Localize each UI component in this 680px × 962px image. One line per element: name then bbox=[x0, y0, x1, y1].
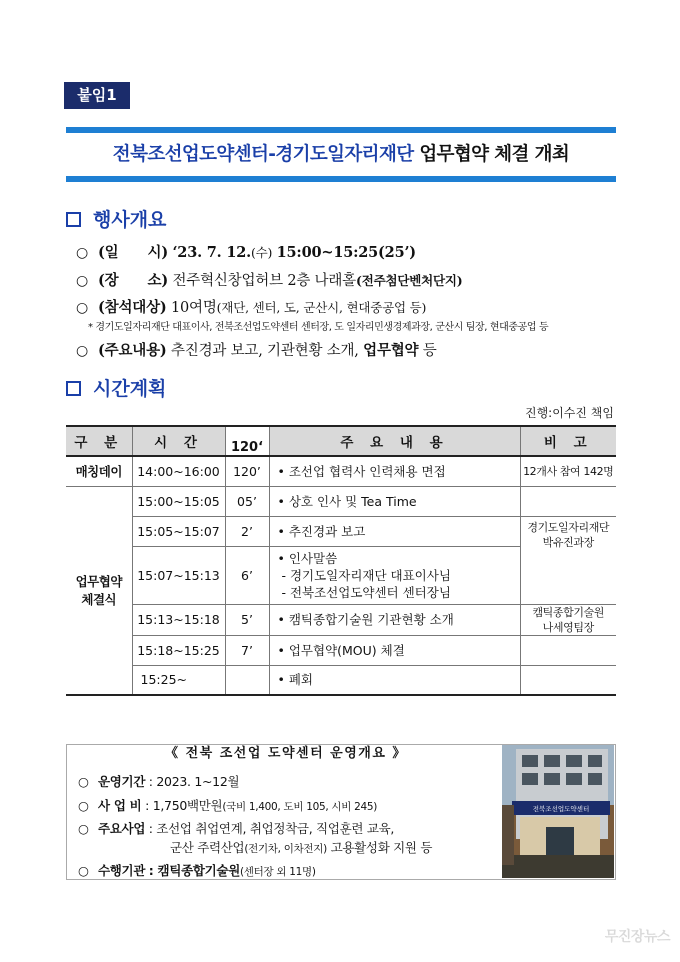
matching-remark: 12개사 참여 142명 bbox=[520, 456, 616, 486]
greeting-title: • 인사말씀 bbox=[277, 550, 338, 566]
table-row bbox=[66, 604, 616, 635]
bullet-circle-icon: ○ bbox=[76, 245, 89, 261]
row-remark-empty bbox=[520, 635, 616, 665]
checkbox-square-icon bbox=[66, 212, 81, 227]
row-content: • 추진경과 보고 bbox=[269, 516, 520, 546]
bullet-circle-icon: ○ bbox=[76, 300, 89, 316]
org-detail: (센터장 외 11명) bbox=[239, 866, 316, 878]
table-row bbox=[66, 456, 616, 486]
section-overview-heading bbox=[66, 205, 166, 232]
header-duration: 120‘ bbox=[225, 426, 269, 456]
place-value: 전주혁신창업허브 2층 나래홀 bbox=[172, 273, 356, 289]
row-content: • 업무협약(MOU) 체결 bbox=[269, 635, 520, 665]
info-main-line bbox=[78, 819, 394, 837]
row-content: • 폐회 bbox=[269, 665, 520, 695]
header-category: 구 분 bbox=[66, 426, 132, 456]
row-duration: 05’ bbox=[225, 486, 269, 516]
section-overview-label: 행사개요 bbox=[93, 209, 167, 231]
title-part2: 업무협약 체결 개최 bbox=[419, 144, 570, 165]
place-label: (장 소) bbox=[98, 272, 169, 289]
row-time: 15:13~15:18 bbox=[132, 604, 225, 635]
attend-detail: (재단, 센터, 도, 군산시, 현대중공업 등) bbox=[216, 300, 427, 315]
checkbox-square-icon bbox=[66, 381, 81, 396]
table-row bbox=[66, 516, 616, 546]
row-remark-empty bbox=[520, 486, 616, 516]
progress-host: 진행:이수진 책임 bbox=[524, 406, 614, 420]
photo-sign-text: 전북조선업도약센터 bbox=[532, 805, 590, 813]
overview-date-line bbox=[76, 241, 416, 262]
section-schedule-heading bbox=[66, 374, 166, 401]
row-duration bbox=[225, 665, 269, 695]
overview-place-line bbox=[76, 269, 462, 290]
remark-gyeonggi: 경기도일자리재단 박유진과장 bbox=[520, 516, 616, 604]
header-content: 주 요 내 용 bbox=[269, 426, 520, 456]
info-org-line bbox=[78, 861, 316, 879]
table-row bbox=[66, 635, 616, 665]
row-time: 15:00~15:05 bbox=[132, 486, 225, 516]
row-duration: 6’ bbox=[225, 546, 269, 604]
overview-content-line bbox=[76, 339, 437, 360]
content-end: 등 bbox=[422, 343, 437, 359]
budget-value: : 1,750백만원 bbox=[145, 798, 223, 813]
row-duration: 5’ bbox=[225, 604, 269, 635]
attend-label: (참석대상) bbox=[98, 299, 167, 316]
greeting-sub2: - 전북조선업도약센터 센터장님 bbox=[277, 584, 451, 600]
org-label: 수행기관 bbox=[98, 863, 146, 878]
date-label: (일 시) bbox=[98, 244, 169, 261]
content-value: 추진경과 보고, 기관현황 소개, bbox=[170, 343, 359, 359]
row-time: 15:25~ bbox=[132, 665, 225, 695]
info-box-title: 《 전북 조선업 도약센터 운영개요 》 bbox=[165, 746, 407, 761]
bullet-circle-icon: ○ bbox=[78, 798, 89, 813]
matching-category: 매칭데이 bbox=[66, 456, 132, 486]
attachment-badge: 붙임1 bbox=[64, 82, 130, 109]
table-header-row bbox=[66, 426, 616, 456]
header-remark: 비 고 bbox=[520, 426, 616, 456]
place-note: (전주첨단벤처단지) bbox=[355, 273, 463, 288]
row-duration: 2’ bbox=[225, 516, 269, 546]
period-label: 운영기간 bbox=[98, 774, 146, 789]
budget-detail: (국비 1,400, 도비 105, 시비 245) bbox=[222, 801, 378, 813]
row-content-greeting bbox=[269, 546, 520, 604]
row-content: • 캠틱종합기술원 기관현황 소개 bbox=[269, 604, 520, 635]
info-period-line bbox=[78, 772, 239, 790]
table-row bbox=[66, 665, 616, 695]
bullet-circle-icon: ○ bbox=[78, 774, 89, 789]
signing-category: 업무협약 체결식 bbox=[66, 486, 132, 695]
title-bottom-bar bbox=[66, 176, 616, 182]
bullet-circle-icon: ○ bbox=[76, 343, 89, 359]
main-label: 주요사업 bbox=[98, 821, 146, 836]
date-day: (수) bbox=[251, 245, 273, 260]
org-value: : 캠틱종합기술원 bbox=[148, 863, 240, 878]
date-time: 15:00~15:25(25’) bbox=[276, 244, 416, 261]
bullet-circle-icon: ○ bbox=[78, 863, 89, 878]
bullet-circle-icon: ○ bbox=[78, 821, 89, 836]
schedule-table bbox=[66, 425, 616, 696]
content-bold: 업무협약 bbox=[363, 342, 419, 359]
header-time: 시 간 bbox=[132, 426, 225, 456]
bullet-circle-icon: ○ bbox=[76, 273, 89, 289]
row-content: • 상호 인사 및 Tea Time bbox=[269, 486, 520, 516]
attend-value: 10여명 bbox=[170, 300, 217, 316]
row-time: 15:07~15:13 bbox=[132, 546, 225, 604]
main-value2-end: 고용활성화 지원 등 bbox=[330, 840, 433, 855]
row-remark-empty bbox=[520, 665, 616, 695]
section-schedule-label: 시간계획 bbox=[93, 378, 167, 400]
news-watermark: 무진장뉴스 bbox=[604, 929, 670, 945]
date-value: ‘23. 7. 12. bbox=[172, 244, 251, 261]
budget-label: 사 업 비 bbox=[98, 798, 142, 813]
row-duration: 7’ bbox=[225, 635, 269, 665]
table-row bbox=[66, 486, 616, 516]
attend-footnote: * 경기도일자리재단 대표이사, 전북조선업도약센터 센터장, 도 일자리민생경제과장, 군산시 팀장, 현대중공업 등 bbox=[88, 322, 549, 333]
info-main-line2 bbox=[170, 838, 432, 856]
period-value: : 2023. 1~12월 bbox=[148, 774, 240, 789]
row-time: 15:05~15:07 bbox=[132, 516, 225, 546]
row-time: 15:18~15:25 bbox=[132, 635, 225, 665]
main-value2-small: (전기차, 이차전지) bbox=[244, 843, 327, 855]
remark-camtic: 캠틱종합기술원 나세영팀장 bbox=[520, 604, 616, 635]
title-part1: 전북조선업도약센터-경기도일자리재단 bbox=[112, 144, 414, 165]
document-title bbox=[66, 140, 616, 166]
content-label: (주요내용) bbox=[98, 342, 167, 359]
center-building-photo bbox=[502, 745, 614, 878]
main-value1: : 조선업 취업연계, 취업정착금, 직업훈련 교육, bbox=[148, 821, 395, 836]
greeting-sub1: - 경기도일자리재단 대표이사님 bbox=[277, 567, 451, 583]
main-value2: 군산 주력산업 bbox=[170, 840, 245, 855]
matching-content: • 조선업 협력사 인력채용 면접 bbox=[269, 456, 520, 486]
title-top-bar bbox=[66, 127, 616, 133]
info-budget-line bbox=[78, 796, 377, 814]
matching-duration: 120’ bbox=[225, 456, 269, 486]
overview-attend-line bbox=[76, 296, 426, 317]
matching-time: 14:00~16:00 bbox=[132, 456, 225, 486]
